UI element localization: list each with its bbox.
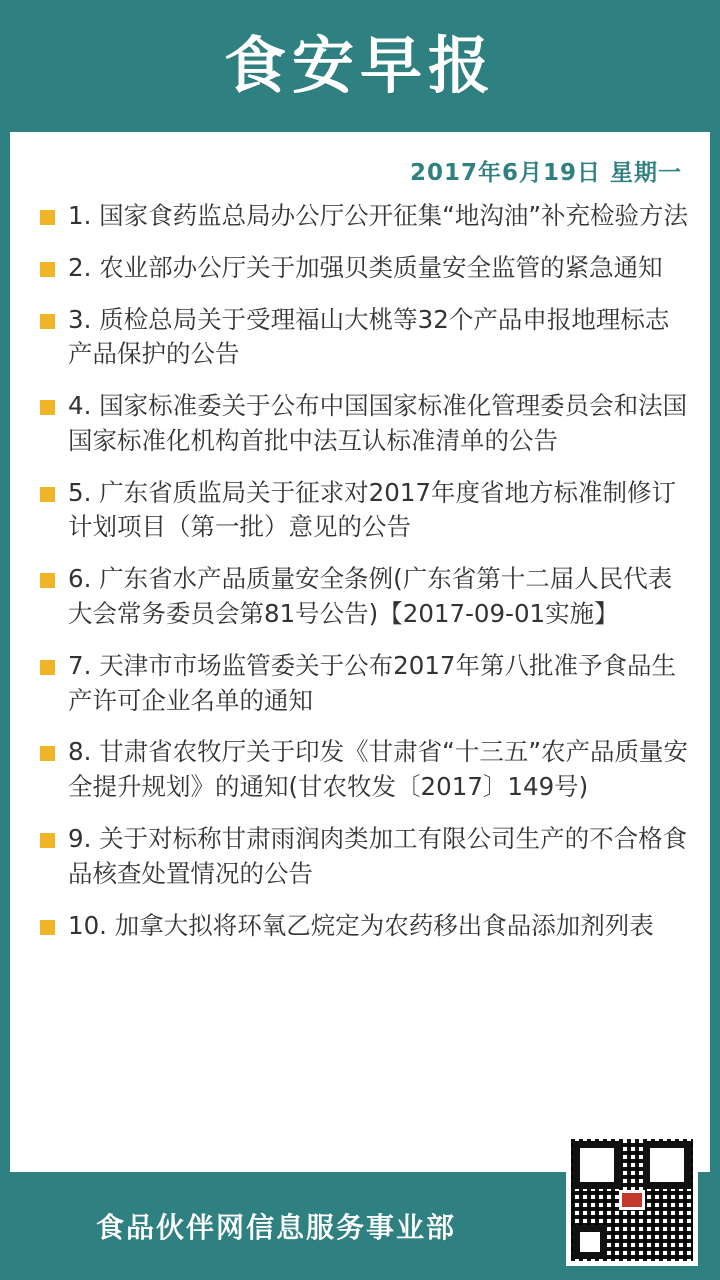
list-item-label: 1. 国家食药监总局办公厅公开征集“地沟油”补充检验方法 [68,201,689,230]
qr-eye-icon [573,1225,607,1259]
list-item-label: 8. 甘肃省农牧厅关于印发《甘肃省“十三五”农产品质量安全提升规划》的通知(甘农牧发〔2017〕149号) [68,737,689,802]
footer [0,1172,720,1280]
list-item-label: 6. 广东省水产品质量安全条例(广东省第十二届人民代表大会常务委员会第81号公告)【2017-09-01实施】 [68,564,673,629]
list-item[interactable] [30,909,692,944]
square-bullet-icon [40,262,55,277]
footer-label: 食品伙伴网信息服务事业部 [96,1211,457,1244]
list-item-label: 10. 加拿大拟将环氧乙烷定为农药移出食品添加剂列表 [68,910,654,940]
square-bullet-icon [40,487,55,502]
list-item[interactable] [30,199,692,234]
qr-logo-icon [619,1190,645,1210]
list-item-label: 7. 天津市市场监管委关于公布2017年第八批准予食品生产许可企业名单的通知 [68,650,677,715]
list-item-label: 5. 广东省质监局关于征求对2017年度省地方标准制修订计划项目（第一批）意见的公告 [68,477,677,542]
date-label: 2017年6月19日 星期一 [409,160,682,186]
list-item[interactable] [30,649,692,719]
list-item-label: 3. 质检总局关于受理福山大桃等32个产品申报地理标志产品保护的公告 [68,304,670,369]
list-item[interactable] [30,476,692,546]
list-item-label: 2. 农业部办公厅关于加强贝类质量安全监管的紧急通知 [68,252,663,282]
square-bullet-icon [40,920,55,935]
square-bullet-icon [40,314,55,329]
qr-code-icon [571,1139,693,1261]
list-item[interactable] [30,251,692,286]
page-title: 食安早报 [223,29,496,102]
list-item[interactable] [30,735,692,805]
date-row [24,132,696,193]
content-card [10,132,710,1172]
list-item[interactable] [30,389,692,459]
list-item[interactable] [30,822,692,892]
square-bullet-icon [40,400,55,415]
header [0,0,720,132]
headline-list [24,193,696,960]
square-bullet-icon [40,833,55,848]
square-bullet-icon [40,210,55,225]
square-bullet-icon [40,746,55,761]
list-item-label: 4. 国家标准委关于公布中国国家标准化管理委员会和法国国家标准化机构首批中法互认标准清单的公告 [68,391,688,455]
qr-code-container[interactable] [566,1134,698,1266]
square-bullet-icon [40,660,55,675]
list-item[interactable] [30,562,692,632]
list-item[interactable] [30,303,692,373]
square-bullet-icon [40,573,55,588]
list-item-label: 9. 关于对标称甘肃雨润肉类加工有限公司生产的不合格食品核查处置情况的公告 [68,823,688,888]
